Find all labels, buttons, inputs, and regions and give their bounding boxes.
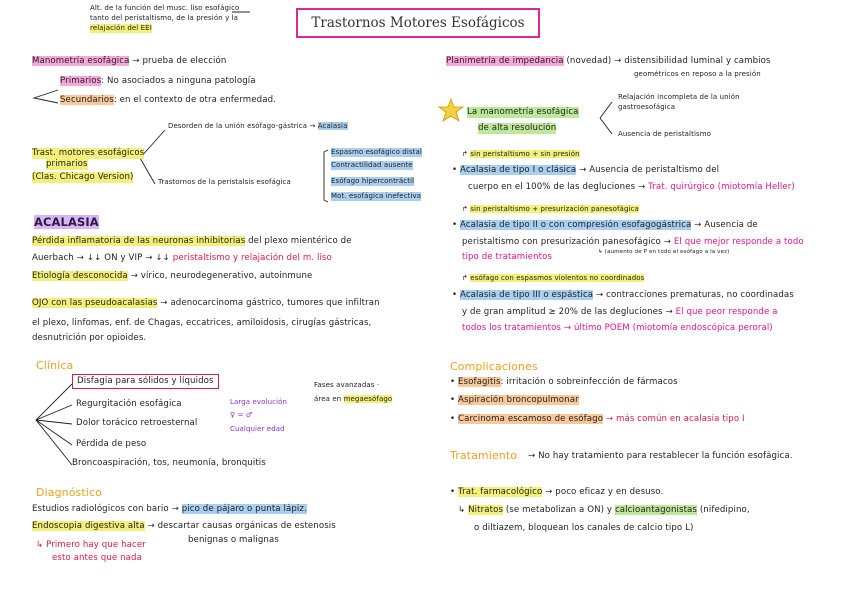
tipo2-label: Acalasia de tipo II o con compresión esofagogástrica — [460, 220, 692, 230]
acalasia-l4a: OJO con las pseudoacalasias — [32, 298, 158, 308]
complicacion-2: • Aspiración broncopulmonar — [450, 395, 579, 405]
tipo1-tail: → Ausencia de peristaltismo del — [579, 165, 720, 175]
diag-l1a: Estudios radiológicos con bario → — [32, 504, 179, 514]
manometria-hr-2: de alta resolución — [478, 123, 557, 133]
nitratos-label: Nitratos — [468, 505, 504, 515]
complicacion-1: • Esofagitis: irritación o sobreinfección de fármacos — [450, 377, 678, 387]
nitratos-row: ↳ Nitratos (se metabolizan a ON) y calcioantagonistas (nifedipino, — [458, 505, 750, 515]
farmacologico-label: Trat. farmacológico — [458, 487, 543, 497]
tipo2-row: • Acalasia de tipo II o con compresión esofagogástrica → Ausencia de — [452, 220, 758, 230]
megaesofago-row — [314, 395, 392, 404]
sin-peristaltismo-2-row: ↱ sin peristaltismo + presurización panesofágica — [462, 205, 639, 213]
primarios-label: Primarios — [60, 76, 102, 86]
tipo3-d: El que peor responde a — [675, 307, 778, 317]
acalasia-l1a: Pérdida inflamatoria de las neuronas inhibitorias — [32, 236, 246, 246]
complicacion-1-rest: : irritación o sobreinfección de fármacos — [500, 377, 678, 387]
acalasia-line2 — [32, 253, 332, 264]
manometria-label: Manometría esofágica — [32, 56, 130, 66]
top-note-line1: Alt. de la función del musc. liso esofágico — [90, 4, 240, 12]
calcio-label: calcioantagonistas — [614, 505, 698, 515]
tipo1-c: cuerpo en el 100% de las degluciones → — [468, 182, 646, 192]
relajacion-1: Relajación incompleta de la unión — [618, 93, 740, 101]
nitratos-b: (se metabolizan a ON) y — [505, 505, 613, 515]
acalasia-line1 — [32, 236, 352, 247]
planimetria-label: Planimetría de impedancia — [446, 56, 564, 66]
hr-branch-up — [600, 102, 612, 118]
desorden-text: Desorden de la unión esófago-gástrica → — [168, 122, 316, 130]
tipo3-c: y de gran amplitud ≥ 20% de las degluciones → — [462, 307, 673, 317]
planimetria-tail: (novedad) → distensibilidad luminal y cambios — [566, 56, 771, 66]
desorden-row — [168, 122, 348, 131]
sin-peristaltismo-1-row: ↱ sin peristaltismo + sin presión — [462, 150, 580, 158]
tratamiento-intro: → No hay tratamiento para restablecer la función esofágica. — [528, 451, 793, 461]
tipo3-tail: → contracciones prematuras, no coordinadas — [596, 290, 794, 300]
manometria-row — [32, 56, 226, 67]
clinica-branch — [36, 384, 72, 465]
desorden-acalasia: Acalasia — [317, 122, 348, 130]
diag-line3a: ↳ Primero hay que hacer — [36, 540, 146, 550]
cualquier-edad: Cualquier edad — [230, 425, 285, 433]
sin-peristaltismo-1: sin peristaltismo + sin presión — [470, 150, 580, 158]
primarios-text: : No asociados a ninguna patología — [101, 76, 256, 86]
tipo2-row3: tipo de tratamientos — [462, 252, 553, 262]
acalasia-l2a: Auerbach → ↓↓ ON y VIP → ↓↓ — [32, 253, 170, 263]
clasif-label1: Trast. motores esofágicos — [32, 148, 145, 158]
diag-l1b: pico de pájaro o punta lápiz. — [181, 504, 307, 514]
diag-line1 — [32, 504, 307, 515]
relajacion-2: gastroesofágica — [618, 103, 676, 111]
nitratos-row2: o diltiazem, bloquean los canales de calcio tipo L) — [474, 523, 694, 533]
ausencia-peristaltismo: Ausencia de peristaltismo — [618, 130, 712, 138]
complicacion-1-hl: Esofagitis — [458, 377, 501, 387]
acalasia-l2b: peristaltismo y relajación del m. liso — [172, 253, 332, 263]
trastornos-peristalsis: Trastornos de la peristalsis esofágica — [158, 178, 291, 186]
tipo1-label: Acalasia de tipo I o clásica — [460, 165, 577, 175]
tipo1-row2 — [468, 182, 795, 193]
tipo3-row: • Acalasia de tipo III o espástica → contracciones prematuras, no coordinadas — [452, 290, 794, 300]
complicacion-3-red: → más común en acalasia tipo I — [605, 414, 745, 424]
espasmos-row: ↱ esófago con espasmos violentos no coordinados — [462, 274, 645, 282]
clinica-item-4: Pérdida de peso — [76, 439, 147, 449]
acalasia-l4b: → adenocarcinoma gástrico, tumores que infiltran — [160, 298, 380, 308]
tipo3-row3: todos los tratamientos → último POEM (miotomía endoscópica peroral) — [462, 323, 773, 333]
secundarios-row — [60, 95, 276, 106]
manometria-hr-1: La manometría esofágica — [467, 107, 579, 117]
area-text: área en — [314, 395, 342, 403]
clasif-item-2: Contractilidad ausente — [331, 161, 413, 169]
clasif-label3: (Clas. Chicago Version) — [32, 172, 134, 182]
tipo2-c: peristaltismo con presurización panesofágico → — [462, 237, 672, 247]
acalasia-l3a: Etiología desconocida — [32, 271, 128, 281]
tipo2-d: El que mejor responde a todo — [673, 237, 804, 247]
clasif-item-1: Espasmo esofágico distal — [331, 148, 422, 156]
clinica-heading: Clínica — [36, 359, 74, 372]
diag-line3b: esto antes que nada — [52, 553, 142, 563]
clasif-label2: primarios — [46, 159, 88, 169]
diag-l2a: Endoscopia digestiva alta — [32, 521, 145, 531]
larga-evolucion: Larga evolución — [230, 398, 288, 406]
top-note-line3: relajación del EEI — [90, 24, 152, 32]
secundarios-label: Secundarios — [60, 95, 114, 105]
clinica-item-2: Regurgitación esofágica — [76, 399, 182, 409]
clasif-bracket — [324, 150, 328, 202]
complicacion-3-hl: Carcinoma escamoso de esófago — [458, 414, 604, 424]
tipo3-row2 — [462, 307, 778, 318]
sexo-igual: ♀ = ♂ — [230, 411, 253, 419]
tipo2-tail: → Ausencia de — [694, 220, 758, 230]
diag-line2 — [32, 521, 336, 532]
diagnostico-heading: Diagnóstico — [36, 486, 102, 499]
top-note-line2: tanto del peristaltismo, de la presión y la — [90, 14, 239, 22]
clasif-item-4: Mot. esofágica inefectiva — [331, 192, 422, 200]
fases-avanzadas: Fases avanzadas · — [314, 381, 380, 389]
espasmos-text: esófago con espasmos violentos no coordinados — [470, 274, 645, 282]
secundarios-text: : en el contexto de otra enfermedad. — [113, 95, 276, 105]
acalasia-heading: ACALASIA — [34, 215, 99, 229]
farmacologico-tail: → poco eficaz y en desuso. — [545, 487, 664, 497]
diag-l2b: → descartar causas orgánicas de estenosis — [147, 521, 336, 531]
primarios-row — [60, 76, 256, 87]
nitratos-d: (nifedipino, — [699, 505, 750, 515]
planimetria-row — [446, 56, 771, 67]
tratamiento-heading: Tratamiento — [450, 449, 518, 462]
manometria-tail: → prueba de elección — [132, 56, 227, 66]
sin-peristaltismo-2: sin peristaltismo + presurización panesofágica — [470, 205, 639, 213]
complicacion-3: • Carcinoma escamoso de esófago → más común en acalasia tipo I — [450, 414, 745, 424]
manometria-branch — [34, 90, 58, 103]
diag-line2c: benignas o malignas — [188, 535, 279, 545]
acalasia-line5: el plexo, linfomas, enf. de Chagas, eccatrices, amiloidosis, cirugías gástricas, — [32, 318, 372, 328]
tipo1-d: Trat. quirúrgico (miotomía Heller) — [648, 182, 795, 192]
acalasia-l3b: → vírico, neurodegenerativo, autoinmune — [130, 271, 313, 281]
acalasia-line4 — [32, 298, 380, 309]
megaesofago-text: megaesófago — [343, 395, 393, 403]
tipo1-row: • Acalasia de tipo I o clásica → Ausencia de peristaltismo del — [452, 165, 720, 175]
clinica-item-1: Disfagia para sólidos y líquidos — [72, 374, 219, 389]
star-icon — [439, 99, 463, 121]
clinica-item-3: Dolor torácico retroesternal — [76, 418, 198, 428]
acalasia-line6: desnutrición por opioides. — [32, 333, 147, 343]
tipo2-row2 — [462, 237, 804, 248]
tipo2-note: ↳ (aumento de P en todo el esófago a la vez) — [598, 249, 730, 255]
planimetria-line2: geométricos en reposo a la presión — [634, 70, 761, 78]
page-title: Trastornos Motores Esofágicos — [296, 8, 540, 38]
complicaciones-heading: Complicaciones — [450, 360, 538, 373]
clasif-item-3: Esófago hipercontráctil — [331, 177, 415, 185]
hr-branch-down — [600, 118, 612, 134]
complicacion-2-hl: Aspiración broncopulmonar — [458, 395, 579, 405]
acalasia-l1b: del plexo mientérico de — [248, 236, 352, 246]
acalasia-line3 — [32, 271, 312, 282]
tipo3-label: Acalasia de tipo III o espástica — [460, 290, 594, 300]
clinica-item-5: Broncoaspiración, tos, neumonía, bronquitis — [72, 458, 266, 468]
farmacologico-row: • Trat. farmacológico → poco eficaz y en desuso. — [450, 487, 664, 497]
